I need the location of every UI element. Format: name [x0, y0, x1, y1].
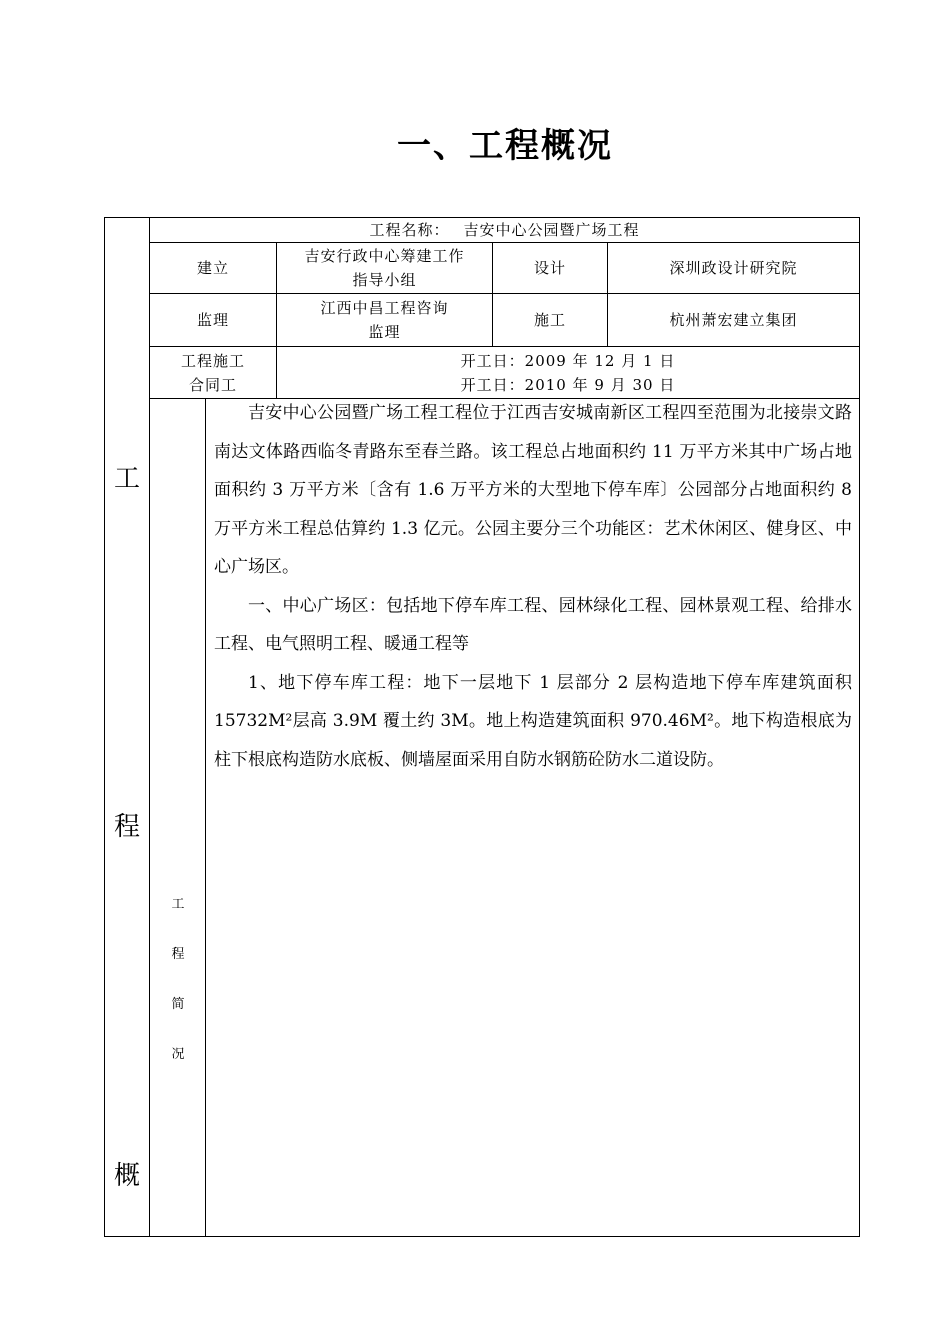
project-name-value: 吉安中心公园暨广场工程: [463, 221, 640, 239]
description-paragraph: 吉安中心公园暨广场工程工程位于江西吉安城南新区工程四至范围为北接崇文路南达文体路西临冬青路东至春兰路。该工程总占地面积约 11 万平方米其中广场占地面积约 3 万平方米〔含有 1.6 万平方米的大型地下停车库〕公园部分占地面积约 8 万平方米工程总估算约 1.3 亿元。公园主要分三个功能区：艺术休闲区、健身区、中心广场区。: [214, 403, 852, 577]
contract-dates: [277, 347, 859, 398]
table-border-right: [859, 217, 860, 1237]
summary-char-3: 简: [171, 997, 185, 1012]
page-title: 一、工程概况: [397, 126, 613, 166]
col-divider-summary: [205, 398, 206, 1237]
construction-label: 施工: [533, 311, 566, 329]
summary-char-1: 工: [171, 897, 185, 912]
end-date: 开工日：2010 年 9 月 30 日: [460, 375, 676, 394]
supervision-value: 江西中昌工程咨询 监理: [320, 299, 449, 341]
design-value: 深圳政设计研究院: [669, 259, 798, 277]
supervision-label: 监理: [196, 311, 229, 329]
side-char-1: 工: [113, 464, 140, 494]
side-char-3: 概: [113, 1161, 140, 1191]
client-value: 吉安行政中心筹建工作 指导小组: [304, 247, 465, 289]
construction-value: 杭州萧宏建立集团: [669, 311, 798, 329]
summary-char-2: 程: [171, 947, 185, 962]
project-description: [214, 394, 852, 779]
description-paragraph: 一、中心广场区：包括地下停车库工程、园林绿化工程、园林景观工程、给排水工程、电气照明工程、暖通工程等: [214, 595, 852, 654]
project-name-label: 工程名称：: [369, 221, 450, 239]
table-border-bottom: [104, 1236, 860, 1237]
client-label: 建立: [196, 259, 229, 277]
start-date: 开工日：2009 年 12 月 1 日: [460, 351, 676, 370]
side-char-2: 程: [113, 812, 140, 842]
project-name-cell: [150, 218, 859, 242]
contract-label: 工程施工 合同工: [180, 351, 245, 394]
design-label: 设计: [533, 259, 566, 277]
description-paragraph: 1、地下停车库工程：地下一层地下 1 层部分 2 层构造地下停车库建筑面积 15732M²层高 3.9M 覆土约 3M。地上构造建筑面积 970.46M²。地下构造根底为柱下根底构造防水底板、侧墙屋面采用自防水钢筋砼防水二道设防。: [214, 672, 852, 770]
table-border-left: [104, 217, 105, 1237]
summary-char-4: 况: [171, 1047, 185, 1062]
